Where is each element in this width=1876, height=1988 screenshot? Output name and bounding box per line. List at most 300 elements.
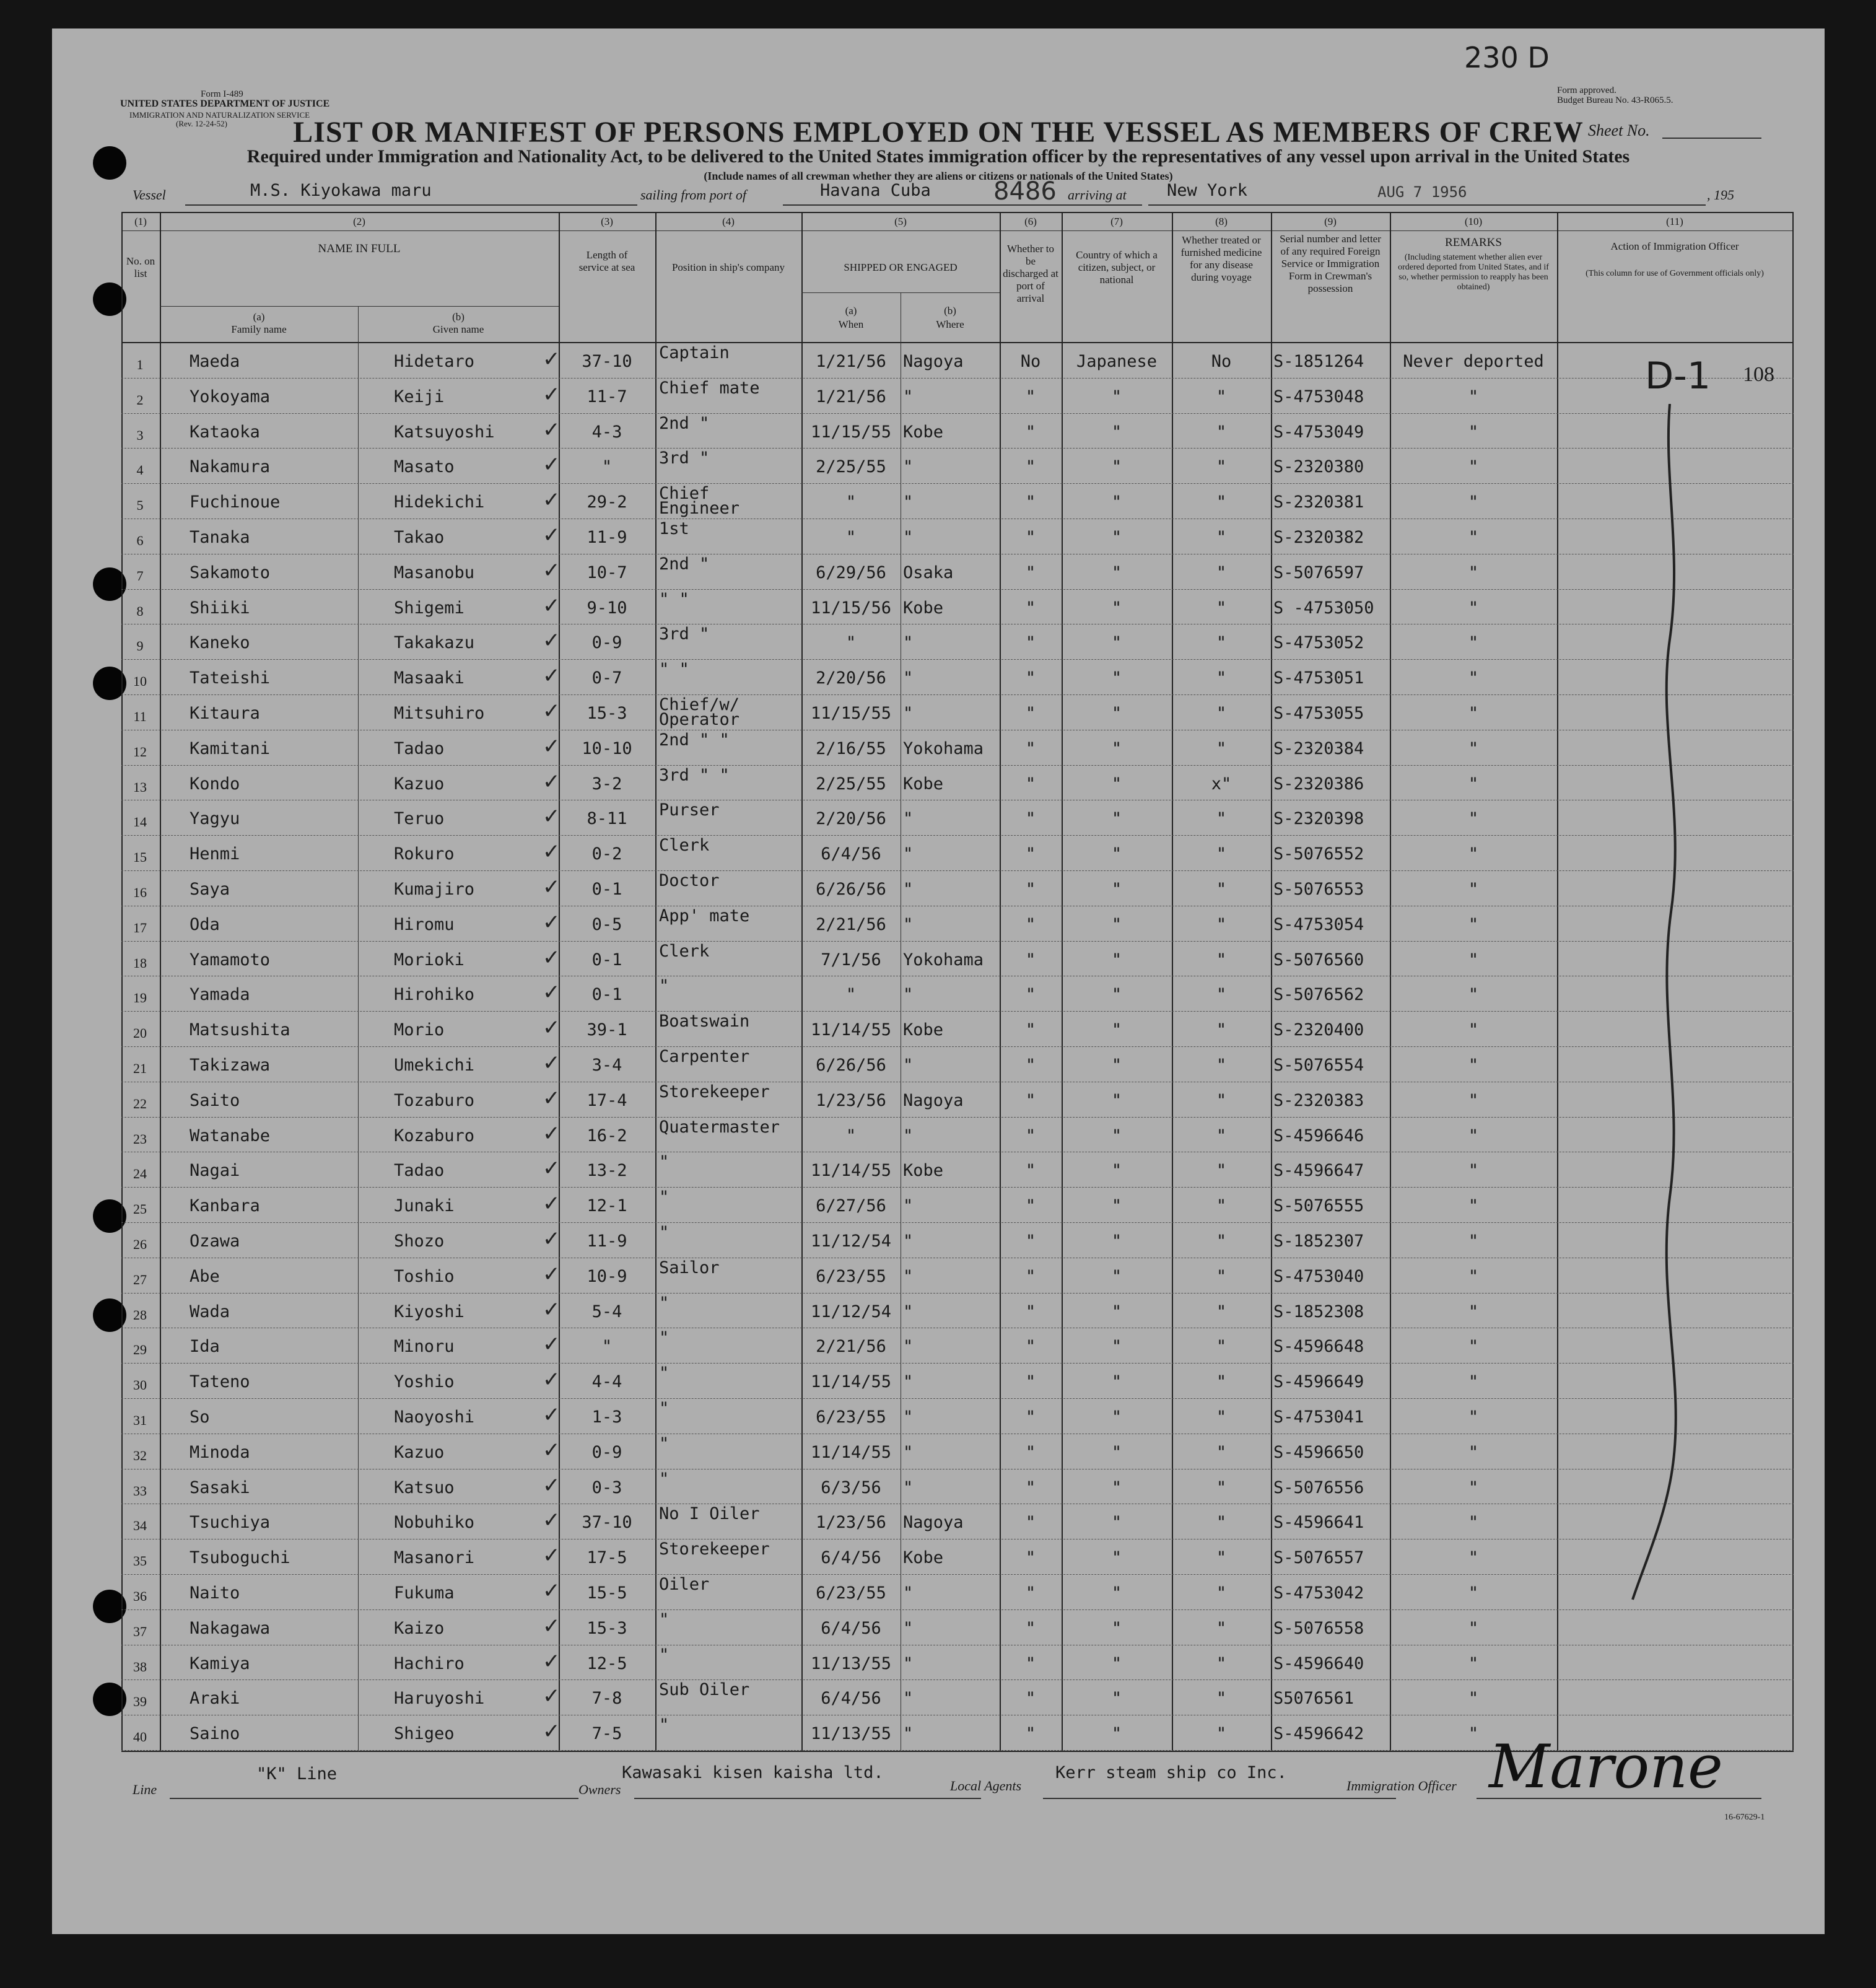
port-line	[783, 204, 1142, 206]
cell-country: "	[1111, 1689, 1122, 1709]
col9-header: Serial number and letter of any required Foreign Service or Immigration Form in Crewman's possession	[1280, 233, 1381, 294]
cell-service: 0-1	[591, 985, 622, 1005]
cell-position: 2nd "	[659, 413, 710, 433]
cell-service: "	[601, 457, 613, 477]
cell-country: "	[1111, 704, 1122, 723]
cell-given: Hidekichi	[394, 493, 485, 512]
cell-service: 4-3	[591, 422, 622, 442]
cell-serial: S-4753051	[1273, 668, 1364, 688]
print-code: 16-67629-1	[1724, 1813, 1765, 1822]
col5a-header: When	[838, 318, 864, 330]
cell-position: App' mate	[659, 906, 750, 926]
row-number: 5	[136, 497, 144, 514]
cell-treated: "	[1216, 598, 1227, 618]
cell-treated: "	[1216, 1724, 1227, 1744]
cell-treated: "	[1216, 704, 1227, 723]
row-number: 32	[133, 1447, 147, 1463]
cell-when: 11/12/54	[810, 1232, 892, 1251]
cell-given: Shigemi	[394, 598, 465, 618]
cell-position: Purser	[659, 800, 720, 820]
col3-number: (3)	[601, 216, 613, 227]
table-row	[121, 871, 1794, 906]
cell-country: "	[1111, 1056, 1122, 1075]
cell-service: 12-1	[587, 1196, 627, 1216]
cell-serial: S-5076597	[1273, 563, 1364, 582]
table-row	[121, 1364, 1794, 1398]
cell-service: 3-2	[591, 774, 622, 794]
line-underline	[170, 1798, 578, 1799]
check-mark-icon: ✓	[543, 382, 561, 407]
row-number: 8	[136, 603, 144, 619]
cell-family: Yamada	[190, 985, 250, 1005]
cell-serial: S-5076556	[1273, 1478, 1364, 1497]
cell-given: Hirohiko	[394, 985, 475, 1005]
row-number: 39	[133, 1694, 147, 1710]
cell-service: 9-10	[587, 598, 627, 618]
cell-given: Mitsuhiro	[394, 704, 485, 723]
cell-given: Toshio	[394, 1266, 455, 1286]
cell-where: "	[903, 1196, 914, 1216]
table-row	[121, 414, 1794, 449]
form-number: Form I-489	[201, 89, 243, 99]
cell-service: 15-3	[587, 1618, 627, 1638]
table-row	[121, 766, 1794, 800]
cell-position: "	[659, 1645, 670, 1665]
table-row	[121, 695, 1794, 730]
cell-country: "	[1111, 1266, 1122, 1286]
form-approved: Form approved.	[1557, 85, 1616, 95]
cell-when: "	[845, 633, 857, 653]
cell-position: "	[659, 1399, 670, 1418]
cell-country: "	[1111, 493, 1122, 512]
cell-country: "	[1111, 1618, 1122, 1638]
cell-remarks: "	[1468, 914, 1479, 934]
cell-serial: S-5076552	[1273, 844, 1364, 864]
cell-service: 0-1	[591, 950, 622, 970]
cell-discharge: "	[1025, 880, 1036, 899]
cell-where: "	[903, 880, 914, 899]
cell-position: "	[659, 1293, 670, 1313]
cell-given: Teruo	[394, 809, 445, 829]
cell-when: 11/14/55	[810, 1020, 892, 1040]
cell-treated: "	[1216, 1337, 1227, 1357]
cell-where: "	[903, 493, 914, 512]
row-number: 10	[133, 673, 147, 690]
cell-service: "	[601, 1337, 613, 1357]
cell-serial: S-4753042	[1273, 1583, 1364, 1603]
cell-discharge: "	[1025, 1337, 1036, 1357]
cell-family: Yagyu	[190, 809, 240, 829]
table-row	[121, 554, 1794, 589]
cell-discharge: "	[1025, 457, 1036, 477]
cell-remarks: "	[1468, 528, 1479, 547]
cell-family: Kataoka	[190, 422, 260, 442]
cell-remarks: "	[1468, 1020, 1479, 1040]
cell-when: 1/21/56	[816, 387, 886, 406]
budget-bureau-number: Budget Bureau No. 43-R065.5.	[1557, 95, 1673, 105]
cell-given: Kaizo	[394, 1618, 445, 1638]
cell-family: Watanabe	[190, 1126, 271, 1145]
check-mark-icon: ✓	[543, 1121, 561, 1146]
cell-discharge: "	[1025, 493, 1036, 512]
cell-when: 2/25/55	[816, 774, 886, 794]
cell-where: "	[903, 1232, 914, 1251]
cell-when: 6/4/56	[821, 1689, 881, 1709]
cell-country: "	[1111, 1232, 1122, 1251]
check-mark-icon: ✓	[543, 1191, 561, 1217]
cell-discharge: "	[1025, 1653, 1036, 1673]
cell-service: 5-4	[591, 1302, 622, 1321]
cell-discharge: "	[1025, 1126, 1036, 1145]
cell-treated: "	[1216, 1442, 1227, 1462]
row-number: 13	[133, 779, 147, 795]
cell-remarks: "	[1468, 985, 1479, 1005]
cell-where: "	[903, 1724, 914, 1744]
cell-country: "	[1111, 1020, 1122, 1040]
cell-discharge: "	[1025, 1442, 1036, 1462]
cell-where: "	[903, 1056, 914, 1075]
cell-serial: S-2320383	[1273, 1090, 1364, 1110]
cell-service: 12-5	[587, 1653, 627, 1673]
col7-header: Country of which a citizen, subject, or national	[1076, 249, 1158, 286]
cell-service: 0-7	[591, 668, 622, 688]
cell-where: "	[903, 985, 914, 1005]
table-row	[121, 1328, 1794, 1363]
cell-given: Kazuo	[394, 1442, 445, 1462]
cell-country: "	[1111, 1090, 1122, 1110]
row-number: 33	[133, 1482, 147, 1499]
table-row	[121, 906, 1794, 941]
cell-family: Shiiki	[190, 598, 250, 618]
cell-where: "	[903, 1583, 914, 1603]
cell-discharge: "	[1025, 1020, 1036, 1040]
cell-when: 11/15/55	[810, 422, 892, 442]
cell-family: Minoda	[190, 1442, 250, 1462]
row-number: 24	[133, 1166, 147, 1182]
cell-where: Osaka	[903, 563, 954, 582]
cell-remarks: Never deported	[1403, 352, 1544, 371]
cell-country: "	[1111, 633, 1122, 653]
cell-when: 2/21/56	[816, 1337, 886, 1357]
row-number: 6	[136, 533, 144, 548]
cell-position: Chief mate	[659, 378, 760, 398]
col11-note: (This column for use of Government officials only)	[1586, 269, 1764, 278]
cell-family: Fuchinoue	[190, 493, 281, 512]
check-mark-icon: ✓	[543, 1684, 561, 1709]
col5b-number: (b)	[944, 305, 956, 317]
col1-header: No. on list	[126, 255, 155, 279]
cell-treated: "	[1216, 880, 1227, 899]
arrival-line	[1148, 204, 1706, 206]
cell-remarks: "	[1468, 422, 1479, 442]
cell-country: "	[1111, 914, 1122, 934]
cell-country: "	[1111, 387, 1122, 406]
cell-remarks: "	[1468, 880, 1479, 899]
cell-discharge: "	[1025, 950, 1036, 970]
cell-country: "	[1111, 1724, 1122, 1744]
cell-treated: No	[1211, 352, 1232, 371]
cell-serial: S-4596646	[1273, 1126, 1364, 1145]
cell-country: "	[1111, 1337, 1122, 1357]
cell-position: "	[659, 1434, 670, 1453]
check-mark-icon: ✓	[543, 417, 561, 442]
cell-serial: S-5076557	[1273, 1548, 1364, 1568]
cell-remarks: "	[1468, 1302, 1479, 1321]
cell-given: Masanori	[394, 1548, 475, 1568]
cell-position: 1st	[659, 519, 689, 538]
cell-treated: "	[1216, 985, 1227, 1005]
check-mark-icon: ✓	[543, 699, 561, 724]
cell-service: 16-2	[587, 1126, 627, 1145]
row-number: 9	[136, 638, 144, 654]
cell-treated: "	[1216, 668, 1227, 688]
cell-given: Hachiro	[394, 1653, 465, 1673]
check-mark-icon: ✓	[543, 347, 561, 372]
cell-when: 6/4/56	[821, 844, 881, 864]
cell-given: Masato	[394, 457, 455, 477]
cell-where: "	[903, 1618, 914, 1638]
row-number: 3	[136, 427, 144, 443]
cell-service: 11-7	[587, 387, 627, 406]
cell-position: "	[659, 1223, 670, 1242]
cell-serial: S-4596641	[1273, 1513, 1364, 1533]
cell-discharge: "	[1025, 633, 1036, 653]
cell-when: 11/15/56	[810, 598, 892, 618]
col2-header: NAME IN FULL	[318, 242, 401, 255]
cell-country: "	[1111, 1513, 1122, 1533]
action-mark: D-1	[1645, 354, 1711, 398]
cell-given: Takao	[394, 528, 445, 547]
cell-family: Araki	[190, 1689, 240, 1709]
cell-position: "	[659, 1364, 670, 1383]
cell-discharge: "	[1025, 1372, 1036, 1392]
cell-when: 6/3/56	[821, 1478, 881, 1497]
check-mark-icon: ✓	[543, 1543, 561, 1569]
code-number: 108	[1743, 363, 1774, 386]
row-number: 25	[133, 1201, 147, 1217]
cell-remarks: "	[1468, 493, 1479, 512]
cell-when: 6/29/56	[816, 563, 886, 582]
handwritten-bracket-line	[1626, 404, 1707, 1606]
cell-remarks: "	[1468, 1232, 1479, 1251]
cell-given: Hiromu	[394, 914, 455, 934]
cell-family: Henmi	[190, 844, 240, 864]
cell-discharge: "	[1025, 1689, 1036, 1709]
cell-discharge: "	[1025, 1548, 1036, 1568]
cell-when: 11/14/55	[810, 1442, 892, 1462]
cell-given: Yoshio	[394, 1372, 455, 1392]
cell-service: 10-10	[582, 738, 632, 758]
row-number: 16	[133, 885, 147, 900]
cell-discharge: "	[1025, 1583, 1036, 1603]
cell-discharge: "	[1025, 1196, 1036, 1216]
cell-family: Naito	[190, 1583, 240, 1603]
cell-family: Matsushita	[190, 1020, 290, 1040]
cell-treated: "	[1216, 1618, 1227, 1638]
cell-given: Morio	[394, 1020, 445, 1040]
row-number: 35	[133, 1553, 147, 1569]
cell-family: Kamitani	[190, 738, 271, 758]
corner-handwritten-mark: 230 D	[1464, 41, 1550, 74]
check-mark-icon: ✓	[543, 1649, 561, 1674]
cell-given: Takakazu	[394, 633, 475, 653]
check-mark-icon: ✓	[543, 593, 561, 618]
cell-serial: S-1852308	[1273, 1302, 1364, 1321]
vessel-name: M.S. Kiyokawa maru	[250, 181, 432, 200]
cell-treated: "	[1216, 809, 1227, 829]
row-number: 36	[133, 1588, 147, 1604]
cell-remarks: "	[1468, 1724, 1479, 1744]
sailing-label: sailing from port of	[640, 187, 746, 203]
cell-country: "	[1111, 1302, 1122, 1321]
col5-number: (5)	[894, 216, 907, 227]
cell-serial: S-4753041	[1273, 1408, 1364, 1427]
col10-header: REMARKS	[1445, 236, 1502, 249]
cell-serial: S-5076562	[1273, 985, 1364, 1005]
cell-given: Junaki	[394, 1196, 455, 1216]
table-row	[121, 1012, 1794, 1046]
col11-header: Action of Immigration Officer	[1610, 240, 1739, 252]
cell-discharge: "	[1025, 528, 1036, 547]
cell-where: "	[903, 1266, 914, 1286]
table-row	[121, 1469, 1794, 1504]
table-row	[121, 730, 1794, 765]
cell-where: "	[903, 1408, 914, 1427]
cell-position: Storekeeper	[659, 1539, 770, 1559]
row-number: 19	[133, 990, 147, 1006]
cell-serial: S-5076558	[1273, 1618, 1364, 1638]
col2a-number: (a)	[253, 311, 265, 323]
cell-given: Kiyoshi	[394, 1302, 465, 1321]
cell-service: 4-4	[591, 1372, 622, 1392]
cell-position: 3rd "	[659, 449, 710, 468]
cell-given: Hidetaro	[394, 352, 475, 371]
cell-given: Tozaburo	[394, 1090, 475, 1110]
cell-country: "	[1111, 985, 1122, 1005]
cell-treated: "	[1216, 1478, 1227, 1497]
col7-number: (7)	[1110, 216, 1123, 227]
col1-number: (1)	[134, 216, 147, 227]
cell-remarks: "	[1468, 1196, 1479, 1216]
cell-position: Doctor	[659, 871, 720, 890]
check-mark-icon: ✓	[543, 558, 561, 583]
check-mark-icon: ✓	[543, 1156, 561, 1181]
row-number: 26	[133, 1237, 147, 1252]
cell-where: "	[903, 704, 914, 723]
row-number: 17	[133, 919, 147, 935]
cell-serial: S-2320381	[1273, 493, 1364, 512]
header-number-row-border	[121, 230, 1794, 231]
cell-given: Haruyoshi	[394, 1689, 485, 1709]
department-name: UNITED STATES DEPARTMENT OF JUSTICE	[120, 99, 330, 109]
cell-family: Saya	[190, 880, 230, 899]
cell-position: No I Oiler	[659, 1504, 760, 1524]
cell-treated: "	[1216, 844, 1227, 864]
cell-country: "	[1111, 774, 1122, 794]
cell-service: 15-3	[587, 704, 627, 723]
cell-when: 1/23/56	[816, 1513, 886, 1533]
cell-where: "	[903, 1302, 914, 1321]
cell-when: 11/13/55	[810, 1724, 892, 1744]
col3-header: Length of service at sea	[578, 249, 635, 273]
cell-position: Captain	[659, 343, 730, 362]
cell-where: Nagoya	[903, 1513, 964, 1533]
cell-given: Masanobu	[394, 563, 475, 582]
check-mark-icon: ✓	[543, 875, 561, 900]
cell-treated: "	[1216, 1302, 1227, 1321]
crew-table	[121, 212, 1794, 1752]
cell-given: Masaaki	[394, 668, 465, 688]
row-number: 30	[133, 1377, 147, 1393]
cell-where: "	[903, 914, 914, 934]
cell-where: "	[903, 844, 914, 864]
cell-given: Katsuo	[394, 1478, 455, 1497]
cell-country: "	[1111, 1408, 1122, 1427]
row-number: 29	[133, 1342, 147, 1358]
table-row	[121, 484, 1794, 519]
cell-given: Tadao	[394, 738, 445, 758]
cell-family: Tsuchiya	[190, 1513, 271, 1533]
cell-serial: S-5076555	[1273, 1196, 1364, 1216]
cell-position: 3rd " "	[659, 765, 730, 785]
row-number: 15	[133, 849, 147, 865]
cell-family: Nakamura	[190, 457, 271, 477]
service-name: IMMIGRATION AND NATURALIZATION SERVICE	[129, 110, 310, 120]
manifest-sheet	[52, 28, 1825, 1934]
cell-service: 3-4	[591, 1056, 622, 1075]
check-mark-icon: ✓	[543, 804, 561, 830]
cell-given: Morioki	[394, 950, 465, 970]
cell-country: "	[1111, 950, 1122, 970]
row-number: 31	[133, 1412, 147, 1428]
cell-position: "	[659, 976, 670, 996]
cell-discharge: "	[1025, 774, 1036, 794]
table-row	[121, 1539, 1794, 1574]
cell-service: 0-2	[591, 844, 622, 864]
cell-serial: S-4596640	[1273, 1653, 1364, 1673]
col4-number: (4)	[722, 216, 735, 227]
cell-discharge: "	[1025, 1090, 1036, 1110]
table-row	[121, 1188, 1794, 1222]
cell-discharge: "	[1025, 844, 1036, 864]
cell-serial: S-4753052	[1273, 633, 1364, 653]
cell-family: Ozawa	[190, 1232, 240, 1251]
cell-discharge: "	[1025, 387, 1036, 406]
table-row	[121, 942, 1794, 976]
cell-remarks: "	[1468, 1266, 1479, 1286]
table-row	[121, 590, 1794, 624]
cell-where: "	[903, 387, 914, 406]
cell-treated: "	[1216, 1513, 1227, 1533]
cell-where: "	[903, 457, 914, 477]
cell-family: Kamiya	[190, 1653, 250, 1673]
cell-when: "	[845, 493, 857, 512]
cell-service: 37-10	[582, 352, 632, 371]
cell-where: Kobe	[903, 422, 944, 442]
cell-position: Boatswain	[659, 1012, 750, 1031]
departure-port: Havana Cuba	[820, 181, 931, 200]
cell-where: "	[903, 1372, 914, 1392]
row-number: 7	[136, 567, 144, 584]
check-mark-icon: ✓	[543, 1437, 561, 1463]
cell-country: "	[1111, 880, 1122, 899]
cell-service: 0-1	[591, 880, 622, 899]
table-row	[121, 1680, 1794, 1715]
cell-treated: x"	[1211, 774, 1232, 794]
cell-position: Sailor	[659, 1258, 720, 1277]
cell-when: 11/12/54	[810, 1302, 892, 1321]
cell-remarks: "	[1468, 1126, 1479, 1145]
